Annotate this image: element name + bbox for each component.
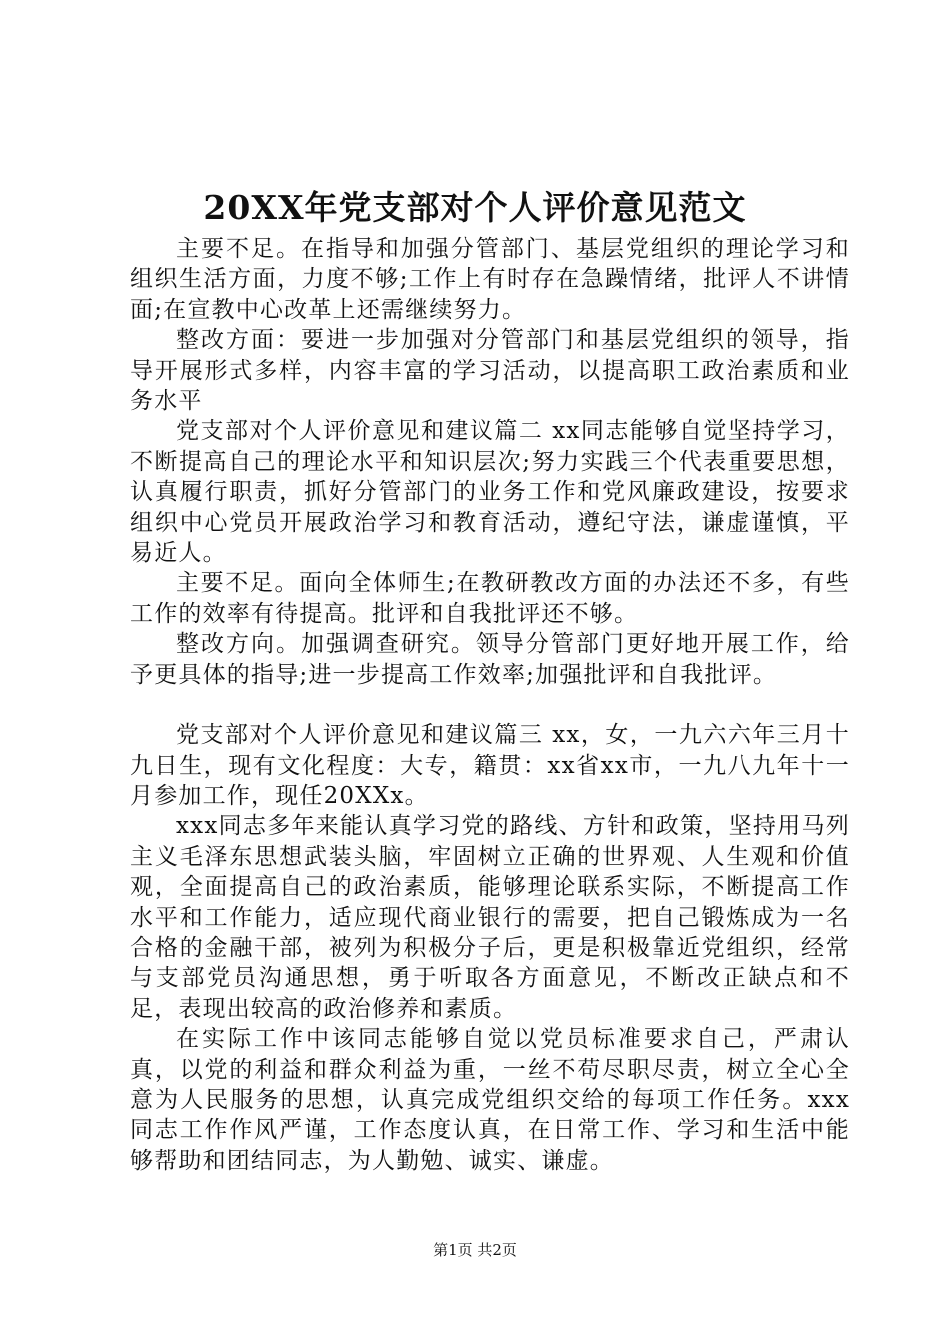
paragraph: 党支部对个人评价意见和建议篇三 xx，女，一九六六年三月十九日生，现有文化程度：大专，籍贯：xx省xx市，一九八九年十一月参加工作，现任20XXx。 [130, 722, 850, 809]
page-title: 20XX年党支部对个人评价意见范文 [203, 188, 747, 227]
paragraph-spacer [130, 690, 850, 720]
paragraph: 主要不足。面向全体师生;在教研教改方面的办法还不多，有些工作的效率有待提高。批评和自我批评还不够。 [130, 570, 850, 627]
paragraph: 主要不足。在指导和加强分管部门、基层党组织的理论学习和组织生活方面，力度不够;工作上有时存在急躁情绪，批评人不讲情面;在宣教中心改革上还需继续努力。 [130, 236, 850, 323]
paragraph: 整改方向。加强调查研究。领导分管部门更好地开展工作，给予更具体的指导;进一步提高工作效率;加强批评和自我批评。 [130, 631, 850, 688]
document-body [130, 234, 850, 1176]
paragraph: xxx同志多年来能认真学习党的路线、方针和政策，坚持用马列主义毛泽东思想武装头脑，牢固树立正确的世界观、人生观和价值观，全面提高自己的政治素质，能够理论联系实际，不断提高工作水平和工作能力，适应现代商业银行的需要，把自己锻炼成为一名合格的金融干部，被列为积极分子后，更是积极靠近党组织，经常与支部党员沟通思想，勇于听取各方面意见，不断改正缺点和不足，表现出较高的政治修养和素质。 [130, 813, 850, 1022]
page-footer: 第1页 共2页 [433, 1241, 517, 1259]
paragraph: 整改方面：要进一步加强对分管部门和基层党组织的领导，指导开展形式多样，内容丰富的学习活动，以提高职工政治素质和业务水平 [130, 327, 850, 415]
paragraph: 在实际工作中该同志能够自觉以党员标准要求自己，严肃认真，以党的利益和群众利益为重，一丝不苟尽职尽责，树立全心全意为人民服务的思想，认真完成党组织交给的每项工作任务。xxx同志工作作风严谨，工作态度认真，在日常工作、学习和生活中能够帮助和团结同志，为人勤勉、诚实、谦虚。 [130, 1026, 850, 1174]
paragraph: 党支部对个人评价意见和建议篇二 xx同志能够自觉坚持学习，不断提高自己的理论水平和知识层次;努力实践三个代表重要思想，认真履行职责，抓好分管部门的业务工作和党风廉政建设，按要求组织中心党员开展政治学习和教育活动，遵纪守法，谦虚谨慎，平易近人。 [130, 418, 850, 567]
